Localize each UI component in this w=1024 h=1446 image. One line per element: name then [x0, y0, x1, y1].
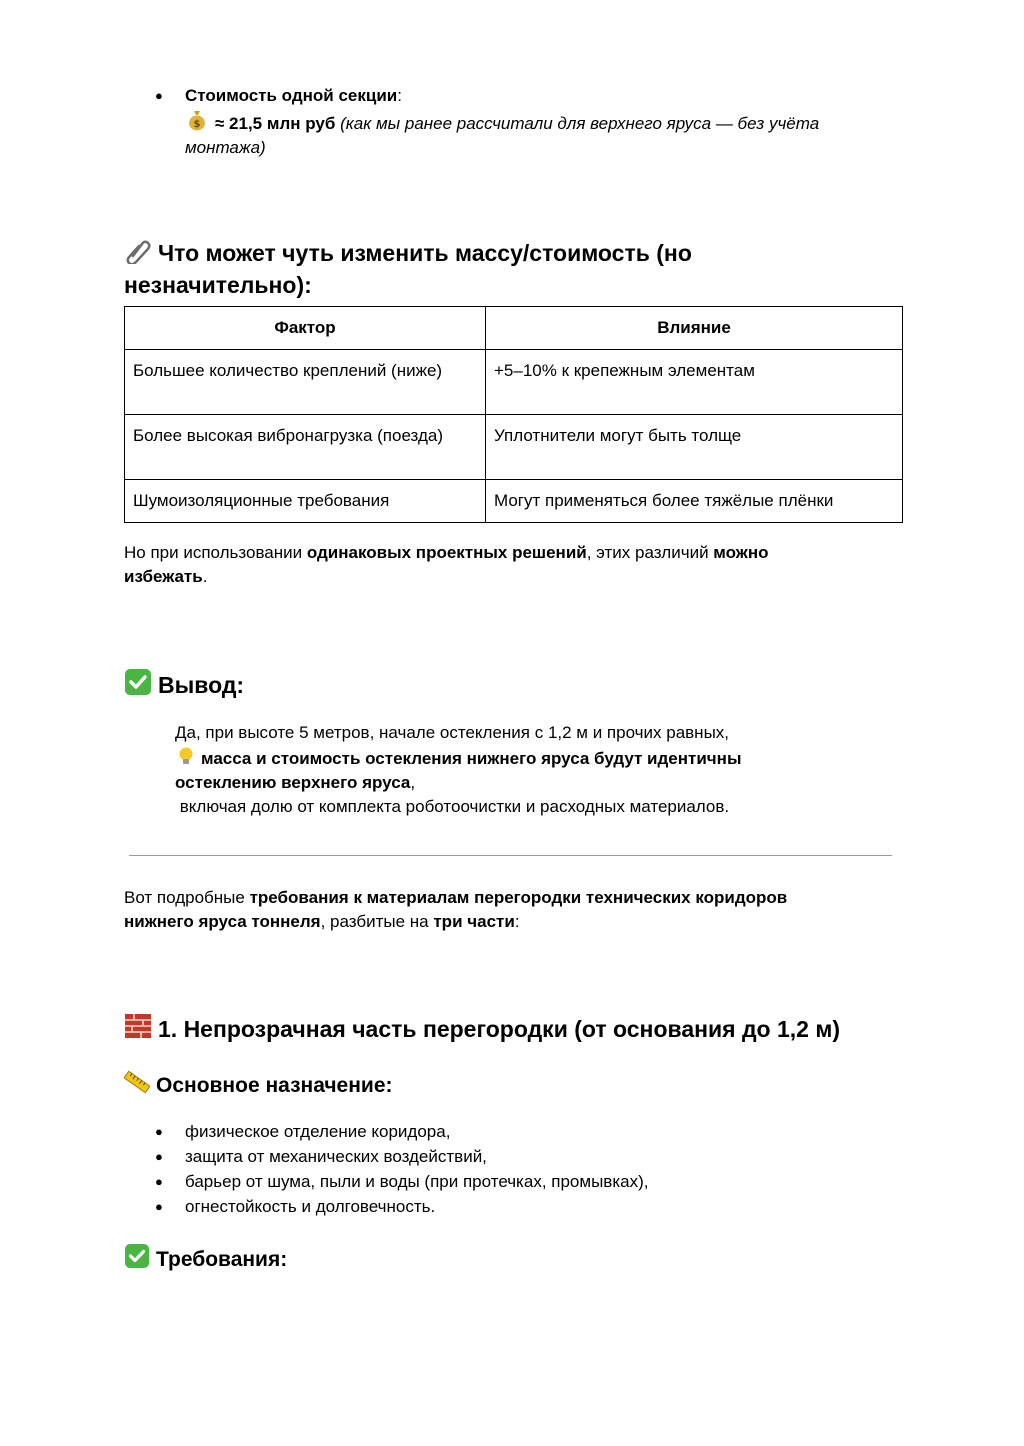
table-row [125, 480, 903, 523]
separator [129, 855, 892, 856]
section-cost-label: Стоимость одной секции [185, 86, 398, 105]
paperclip-icon [124, 236, 152, 264]
table-cell: Уплотнители могут быть толще [486, 415, 903, 480]
purpose-heading: Основное назначение: [124, 1069, 393, 1100]
table-cell: Могут применяться более тяжёлые плёнки [486, 480, 903, 523]
column-header: Фактор [125, 307, 486, 350]
light-bulb-icon [175, 745, 197, 767]
money-bag-icon [185, 108, 209, 132]
table-cell: +5–10% к крепежным элементам [486, 350, 903, 415]
section-cost-value: ≈ 21,5 млн руб [215, 114, 336, 133]
column-header: Влияние [486, 307, 903, 350]
conclusion-body: Да, при высоте 5 метров, начале остекления с 1,2 м и прочих равных, масса и стоимость остекления нижнего яруса будут идентичны остеклению верхнего яруса, включая долю от комплекта роботоочистки и расходных материалов. [175, 723, 742, 816]
ruler-icon [124, 1069, 150, 1095]
list-item: ● защита от механических воздействий, [155, 1147, 487, 1166]
table-cell: Шумоизоляционные требования [125, 480, 486, 523]
check-mark-icon [124, 668, 152, 696]
requirements-heading: Требования: [124, 1243, 287, 1274]
note-paragraph: Но при использовании одинаковых проектных решений, этих различий можно избежать. [124, 543, 769, 586]
factors-table [124, 306, 903, 523]
purpose-list [0, 1120, 1024, 1220]
brick-icon [124, 1012, 152, 1040]
table-cell: Большее количество креплений (ниже) [125, 350, 486, 415]
intro-paragraph: Вот подробные требования к материалам перегородки технических коридоров нижнего яруса тоннеля, разбитые на три части: [124, 888, 788, 931]
section-cost-note: (как мы ранее рассчитали для верхнего яруса — без учёта [340, 114, 820, 133]
factors-heading: Что может чуть изменить массу/стоимость (но незначительно): [124, 236, 924, 301]
table-cell: Более высокая вибронагрузка (поезда) [125, 415, 486, 480]
bullet-dot: ● [155, 88, 163, 103]
conclusion-heading: Вывод: [124, 668, 244, 701]
part1-heading: 1. Непрозрачная часть перегородки (от основания до 1,2 м) [124, 1012, 924, 1045]
svg-text:$: $ [193, 119, 201, 130]
check-mark-icon [124, 1243, 150, 1269]
list-item: ● огнестойкость и долговечность. [155, 1197, 436, 1216]
table-header-row [125, 307, 903, 350]
table-row [125, 350, 903, 415]
table-row [125, 415, 903, 480]
list-item: ● физическое отделение коридора, [155, 1122, 451, 1141]
list-item: ● барьер от шума, пыли и воды (при протечках, промывках), [155, 1172, 649, 1191]
